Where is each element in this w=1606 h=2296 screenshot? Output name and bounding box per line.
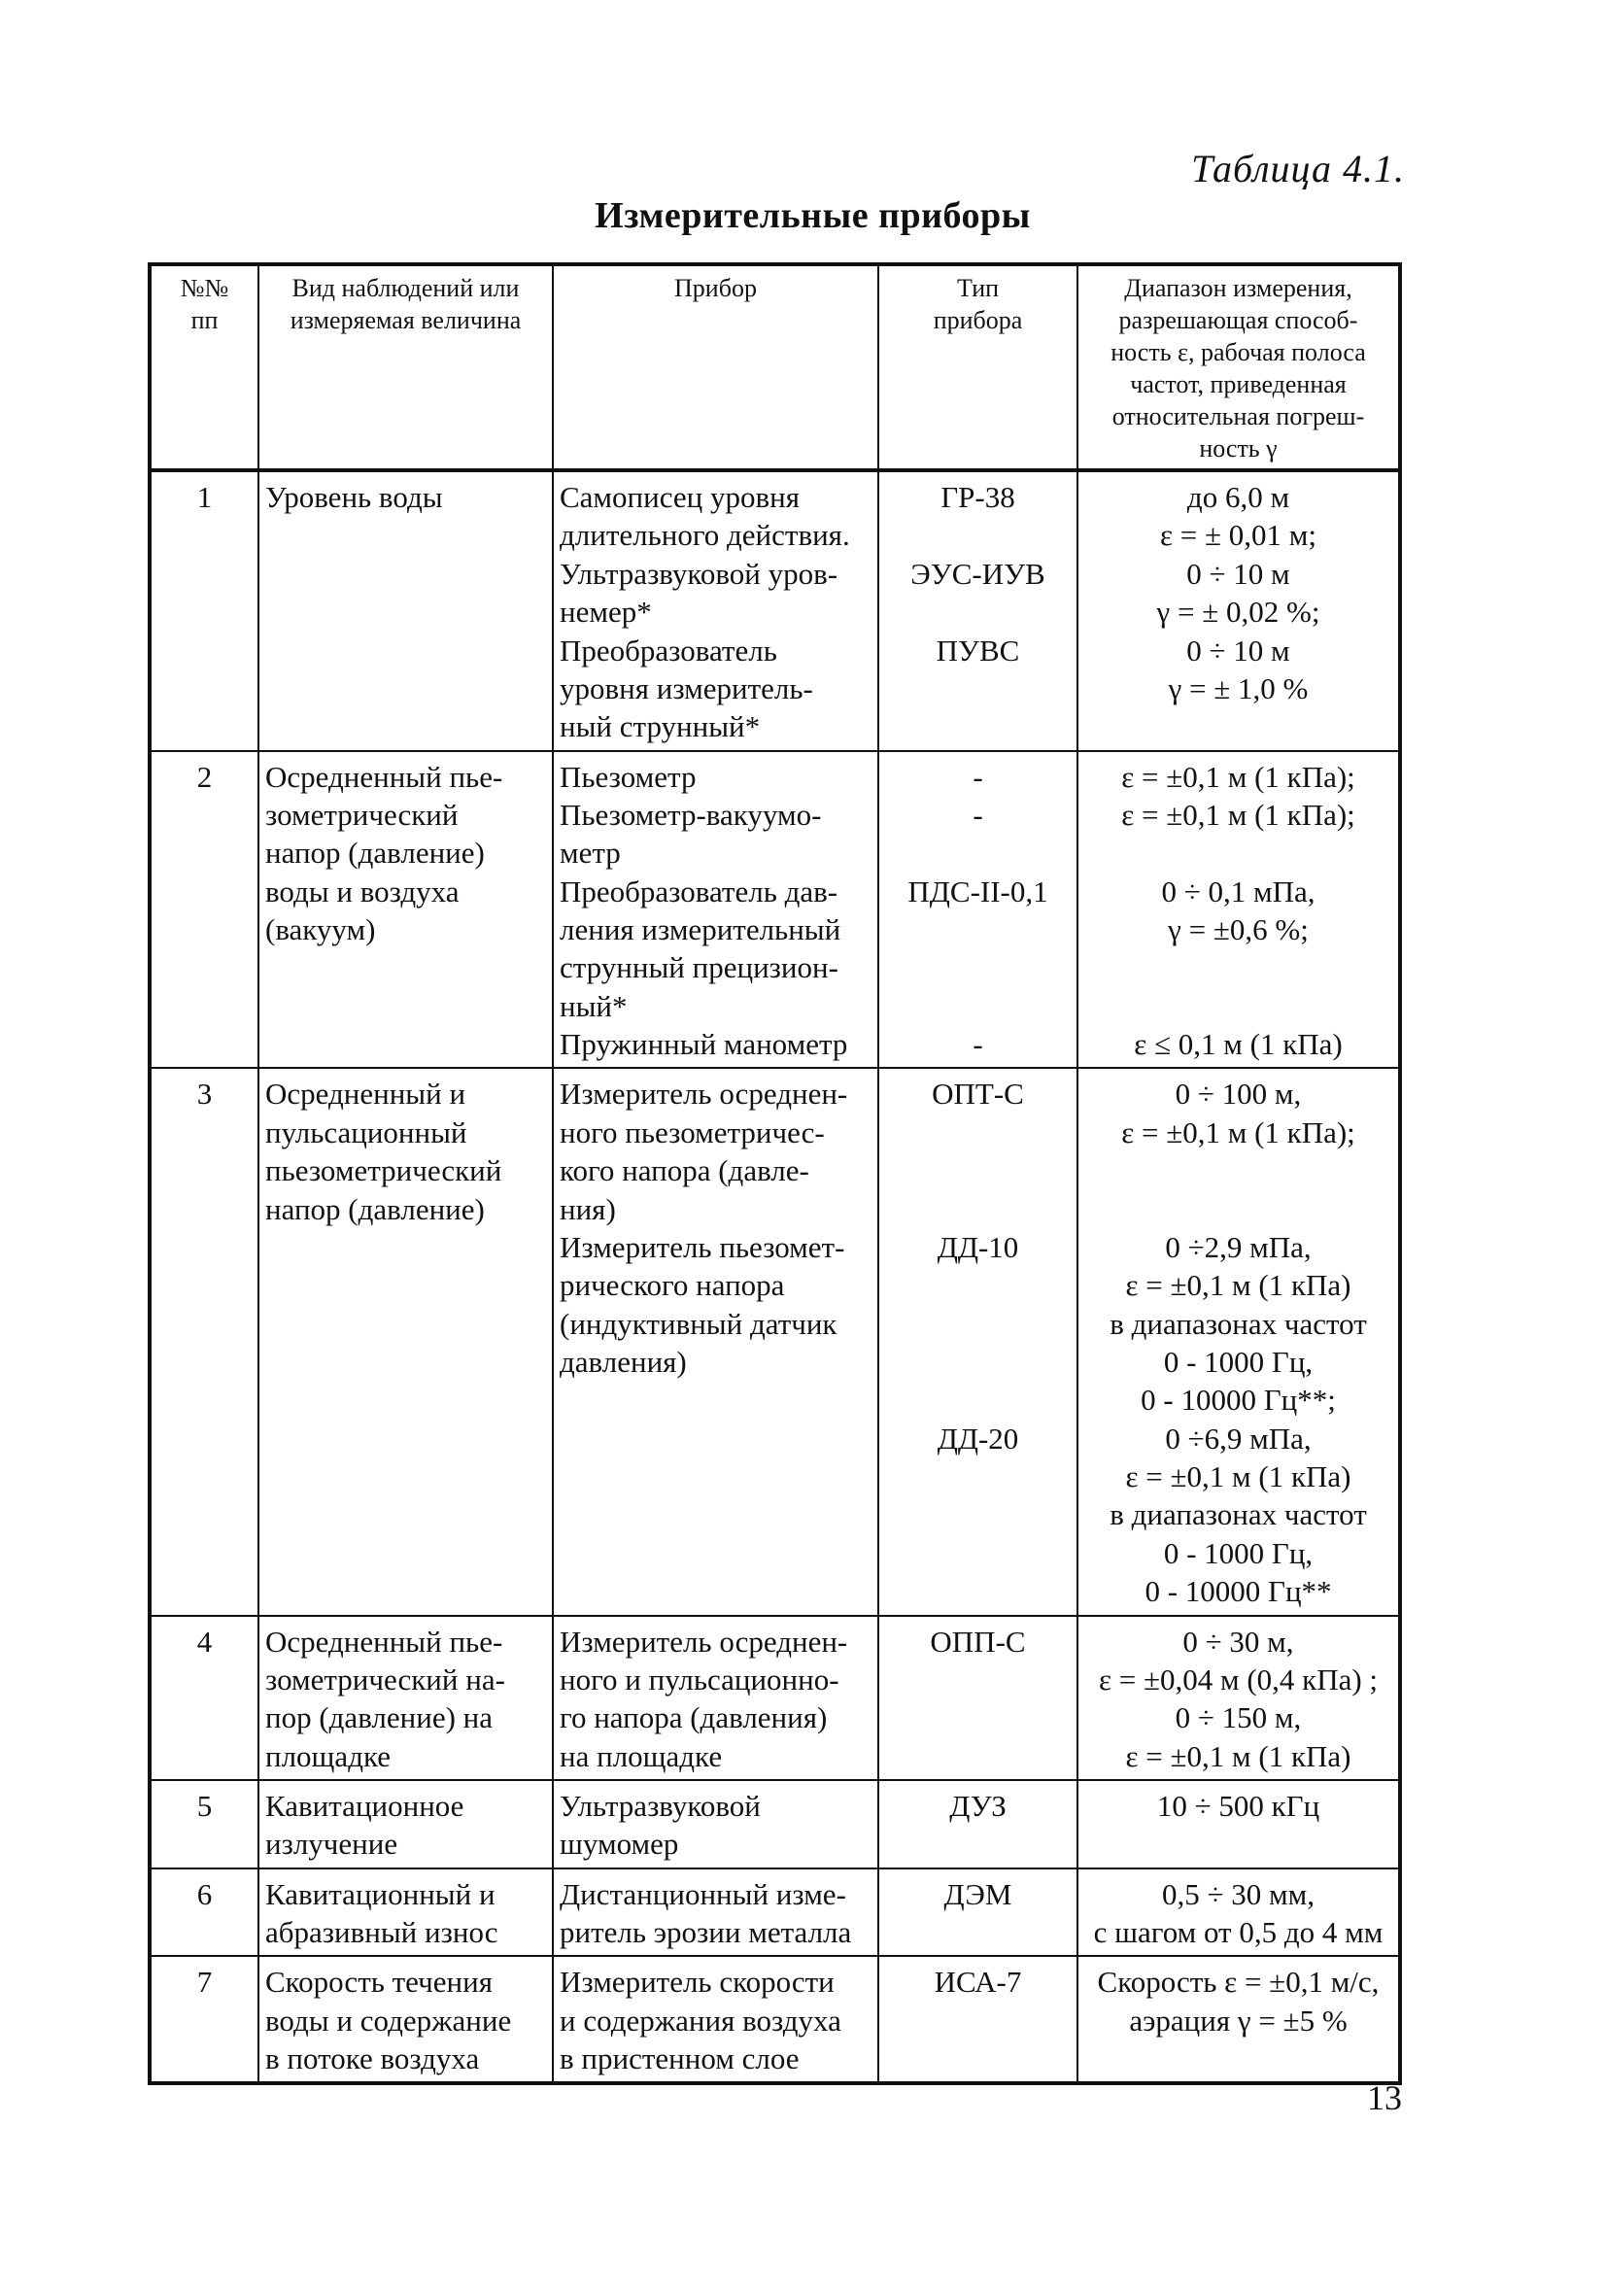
blank-line (885, 1114, 1071, 1151)
cell-observation (258, 1956, 553, 2083)
cell-line: Пьезометр (560, 759, 697, 794)
blank-line (885, 948, 1071, 986)
cell-line: Тип (956, 274, 1000, 302)
blank-line (1084, 1151, 1392, 1189)
cell-line: пп (190, 306, 219, 335)
cell-line: Диапазон измерения, (1124, 274, 1352, 302)
cell-line: №№ (180, 274, 229, 302)
cell-line: ОПП-С (930, 1624, 1026, 1659)
cell-observation (258, 470, 553, 751)
cell-type (878, 470, 1077, 751)
blank-line (885, 1151, 1071, 1189)
cell-num: 5 (150, 1780, 258, 1868)
cell-range (1077, 1068, 1400, 1615)
cell-line: Измеритель пьезомет- (560, 1229, 845, 1264)
cell-line: на площадке (560, 1738, 723, 1773)
cell-device (553, 1068, 878, 1615)
table-body (150, 470, 1400, 2083)
cell-line: абразивный износ (265, 1915, 498, 1950)
cell-line: немер* (560, 595, 652, 630)
cell-line: ε = ±0,1 м (1 кПа); (1121, 759, 1355, 794)
cell-line: аэрация γ = ±5 % (1129, 2003, 1348, 2038)
cell-line: воды и содержание (265, 2003, 512, 2038)
cell-type (878, 1956, 1077, 2083)
cell-line: в диапазонах частот (1110, 1497, 1367, 1532)
cell-line: γ = ±0,6 %; (1168, 912, 1309, 947)
cell-range (1077, 1868, 1400, 1957)
cell-line: - (973, 797, 983, 832)
cell-line: ный струнный* (560, 709, 761, 744)
table-row (150, 470, 1400, 751)
cell-line: зометрический (265, 797, 459, 832)
cell-line: измеряемая величина (290, 306, 522, 335)
cell-type (878, 751, 1077, 1069)
cell-line: Кавитационный и (265, 1876, 495, 1911)
cell-line: ность γ (1199, 434, 1278, 463)
cell-line: шумомер (560, 1827, 679, 1862)
cell-line: ность ε, рабочая полоса (1111, 338, 1366, 367)
cell-line: уровня измеритель- (560, 670, 813, 705)
cell-line: относительная погреш- (1111, 402, 1365, 431)
cell-line: 0 - 10000 Гц**; (1141, 1383, 1336, 1418)
header-device (553, 264, 878, 470)
table-row (150, 1068, 1400, 1615)
cell-line: Ультразвуковой уров- (560, 556, 838, 591)
cell-line: 0 ÷ 150 м, (1175, 1700, 1302, 1735)
cell-type (878, 1780, 1077, 1868)
cell-num: 2 (150, 751, 258, 1069)
cell-line: 0 ÷ 0,1 мПа, (1161, 874, 1316, 908)
cell-line: пор (давление) на (265, 1700, 494, 1735)
blank-line (1084, 1190, 1392, 1228)
cell-line: Дистанционный изме- (560, 1876, 846, 1911)
cell-type (878, 1616, 1077, 1780)
cell-type (878, 1068, 1077, 1615)
cell-line: Преобразователь (560, 633, 777, 668)
cell-range (1077, 1616, 1400, 1780)
table-caption: Таблица 4.1. (1191, 147, 1405, 190)
cell-line: Ультразвуковой (560, 1788, 761, 1823)
cell-line: ε = ±0,1 м (1 кПа) (1125, 1268, 1351, 1303)
cell-line: струнный прецизион- (560, 950, 838, 985)
cell-line: ного пьезометричес- (560, 1114, 825, 1149)
cell-line: ПУВС (936, 633, 1020, 668)
blank-line (885, 834, 1071, 872)
blank-line (885, 987, 1071, 1025)
cell-line: давления) (560, 1345, 687, 1379)
cell-line: ε = ±0,1 м (1 кПа); (1121, 1114, 1355, 1149)
cell-num: 1 (150, 470, 258, 751)
cell-line: ε = ± 0,01 м; (1160, 518, 1316, 553)
blank-line (885, 516, 1071, 554)
cell-line: ДД-20 (937, 1421, 1019, 1456)
cell-line: ДД-10 (937, 1229, 1019, 1264)
cell-line: и содержания воздуха (560, 2003, 841, 2038)
cell-line: - (973, 1027, 983, 1062)
cell-num: 7 (150, 1956, 258, 2083)
blank-line (1084, 948, 1392, 986)
table-row (150, 1780, 1400, 1868)
cell-line: ГР-38 (940, 480, 1015, 515)
table-row (150, 1956, 1400, 2083)
cell-line: ε = ±0,1 м (1 кПа) (1125, 1738, 1351, 1773)
cell-line: ритель эрозии металла (560, 1915, 852, 1950)
cell-device (553, 1956, 878, 2083)
cell-line: Измеритель осреднен- (560, 1077, 848, 1112)
cell-line: Вид наблюдений или (291, 274, 520, 302)
cell-line: ε = ±0,1 м (1 кПа); (1121, 797, 1355, 832)
blank-line (885, 1381, 1071, 1419)
cell-line: Скорость течения (265, 1965, 493, 2000)
cell-line: γ = ± 1,0 % (1168, 670, 1309, 705)
cell-line: зометрический на- (265, 1662, 505, 1696)
cell-line: пьезометрический (265, 1153, 502, 1188)
cell-num: 4 (150, 1616, 258, 1780)
cell-line: го напора (давления) (560, 1700, 828, 1735)
cell-line: напор (давление) (265, 1191, 485, 1226)
cell-device (553, 470, 878, 751)
header-observation (258, 264, 553, 470)
cell-line: в диапазонах частот (1110, 1306, 1367, 1341)
cell-observation (258, 751, 553, 1069)
cell-line: ε ≤ 0,1 м (1 кПа) (1134, 1027, 1343, 1062)
cell-line: пульсационный (265, 1114, 467, 1149)
header-type (878, 264, 1077, 470)
cell-line: в потоке воздуха (265, 2041, 480, 2076)
cell-line: 0 ÷2,9 мПа, (1165, 1229, 1312, 1264)
cell-line: до 6,0 м (1186, 480, 1290, 515)
cell-line: 0 - 10000 Гц** (1145, 1574, 1332, 1609)
instruments-table (148, 262, 1402, 2085)
table-row (150, 1868, 1400, 1957)
cell-line: - (973, 759, 983, 794)
cell-line: ДЭМ (943, 1876, 1012, 1911)
cell-line: Осредненный пье- (265, 1624, 503, 1659)
cell-observation (258, 1068, 553, 1615)
cell-line: площадке (265, 1738, 392, 1773)
cell-line: прибора (933, 306, 1023, 335)
cell-line: частот, приведенная (1130, 370, 1347, 399)
cell-line: рического напора (560, 1268, 785, 1303)
cell-line: ε = ±0,04 м (0,4 кПа) ; (1098, 1662, 1379, 1696)
page-number: 13 (1367, 2078, 1402, 2117)
cell-line: с шагом от 0,5 до 4 мм (1093, 1915, 1384, 1950)
cell-range (1077, 1780, 1400, 1868)
cell-range (1077, 1956, 1400, 2083)
blank-line (1084, 834, 1392, 872)
cell-line: 0 - 1000 Гц, (1163, 1535, 1314, 1570)
blank-line (885, 910, 1071, 948)
cell-line: 0,5 ÷ 30 мм, (1162, 1876, 1315, 1911)
cell-line: Кавитационное (265, 1788, 464, 1823)
header-range (1077, 264, 1400, 470)
cell-range (1077, 470, 1400, 751)
cell-line: 0 ÷6,9 мПа, (1165, 1421, 1312, 1456)
blank-line (885, 1343, 1071, 1381)
cell-line: ного и пульсационно- (560, 1662, 839, 1696)
cell-line: γ = ± 0,02 %; (1156, 595, 1320, 630)
cell-line: Уровень воды (265, 480, 443, 515)
cell-line: Прибор (674, 274, 757, 302)
page-title: Измерительные приборы (595, 195, 1031, 236)
blank-line (885, 1305, 1071, 1343)
cell-line: 0 ÷ 10 м (1186, 556, 1290, 591)
cell-line: (вакуум) (265, 912, 376, 947)
cell-line: напор (давление) (265, 836, 485, 871)
cell-device (553, 751, 878, 1069)
cell-type (878, 1868, 1077, 1957)
table-row (150, 1616, 1400, 1780)
cell-line: 0 ÷ 10 м (1186, 633, 1290, 668)
cell-device (553, 1868, 878, 1957)
cell-line: Измеритель скорости (560, 1965, 835, 2000)
cell-line: кого напора (давле- (560, 1153, 809, 1188)
cell-device (553, 1616, 878, 1780)
cell-line: Пьезометр-вакуумо- (560, 797, 822, 832)
cell-line: ИСА-7 (934, 1965, 1022, 2000)
table-header-row (150, 264, 1400, 470)
cell-line: ный* (560, 988, 628, 1023)
blank-line (1084, 987, 1392, 1025)
cell-line: ния) (560, 1191, 616, 1226)
cell-range (1077, 751, 1400, 1069)
cell-num: 6 (150, 1868, 258, 1957)
cell-line: ПДС-II-0,1 (907, 874, 1048, 908)
cell-line: ОПТ-С (932, 1077, 1024, 1112)
cell-line: 10 ÷ 500 кГц (1156, 1788, 1320, 1823)
cell-line: Скорость ε = ±0,1 м/с, (1097, 1965, 1380, 2000)
blank-line (885, 593, 1071, 631)
cell-line: 0 ÷ 100 м, (1175, 1077, 1302, 1112)
cell-line: Самописец уровня (560, 480, 800, 515)
cell-line: ления измерительный (560, 912, 841, 947)
cell-device (553, 1780, 878, 1868)
blank-line (885, 1266, 1071, 1304)
cell-line: (индуктивный датчик (560, 1306, 837, 1341)
cell-line: Измеритель осреднен- (560, 1624, 848, 1659)
cell-line: длительного действия. (560, 518, 850, 553)
cell-line: Осредненный и (265, 1077, 466, 1112)
cell-line: излучение (265, 1827, 398, 1862)
cell-line: 0 - 1000 Гц, (1163, 1345, 1314, 1379)
cell-line: метр (560, 836, 621, 871)
cell-line: Пружинный манометр (560, 1027, 848, 1062)
cell-observation (258, 1616, 553, 1780)
cell-line: в пристенном слое (560, 2041, 800, 2076)
cell-num: 3 (150, 1068, 258, 1615)
cell-observation (258, 1780, 553, 1868)
cell-line: ЭУС-ИУВ (910, 556, 1045, 591)
blank-line (885, 1190, 1071, 1228)
cell-line: 0 ÷ 30 м, (1182, 1624, 1294, 1659)
cell-line: воды и воздуха (265, 874, 460, 908)
cell-line: ε = ±0,1 м (1 кПа) (1125, 1459, 1351, 1494)
cell-line: ДУЗ (949, 1788, 1007, 1823)
cell-line: Преобразователь дав- (560, 874, 838, 908)
cell-observation (258, 1868, 553, 1957)
cell-line: Осредненный пье- (265, 759, 503, 794)
header-num (150, 264, 258, 470)
cell-line: разрешающая способ- (1118, 306, 1358, 335)
table-row (150, 751, 1400, 1069)
